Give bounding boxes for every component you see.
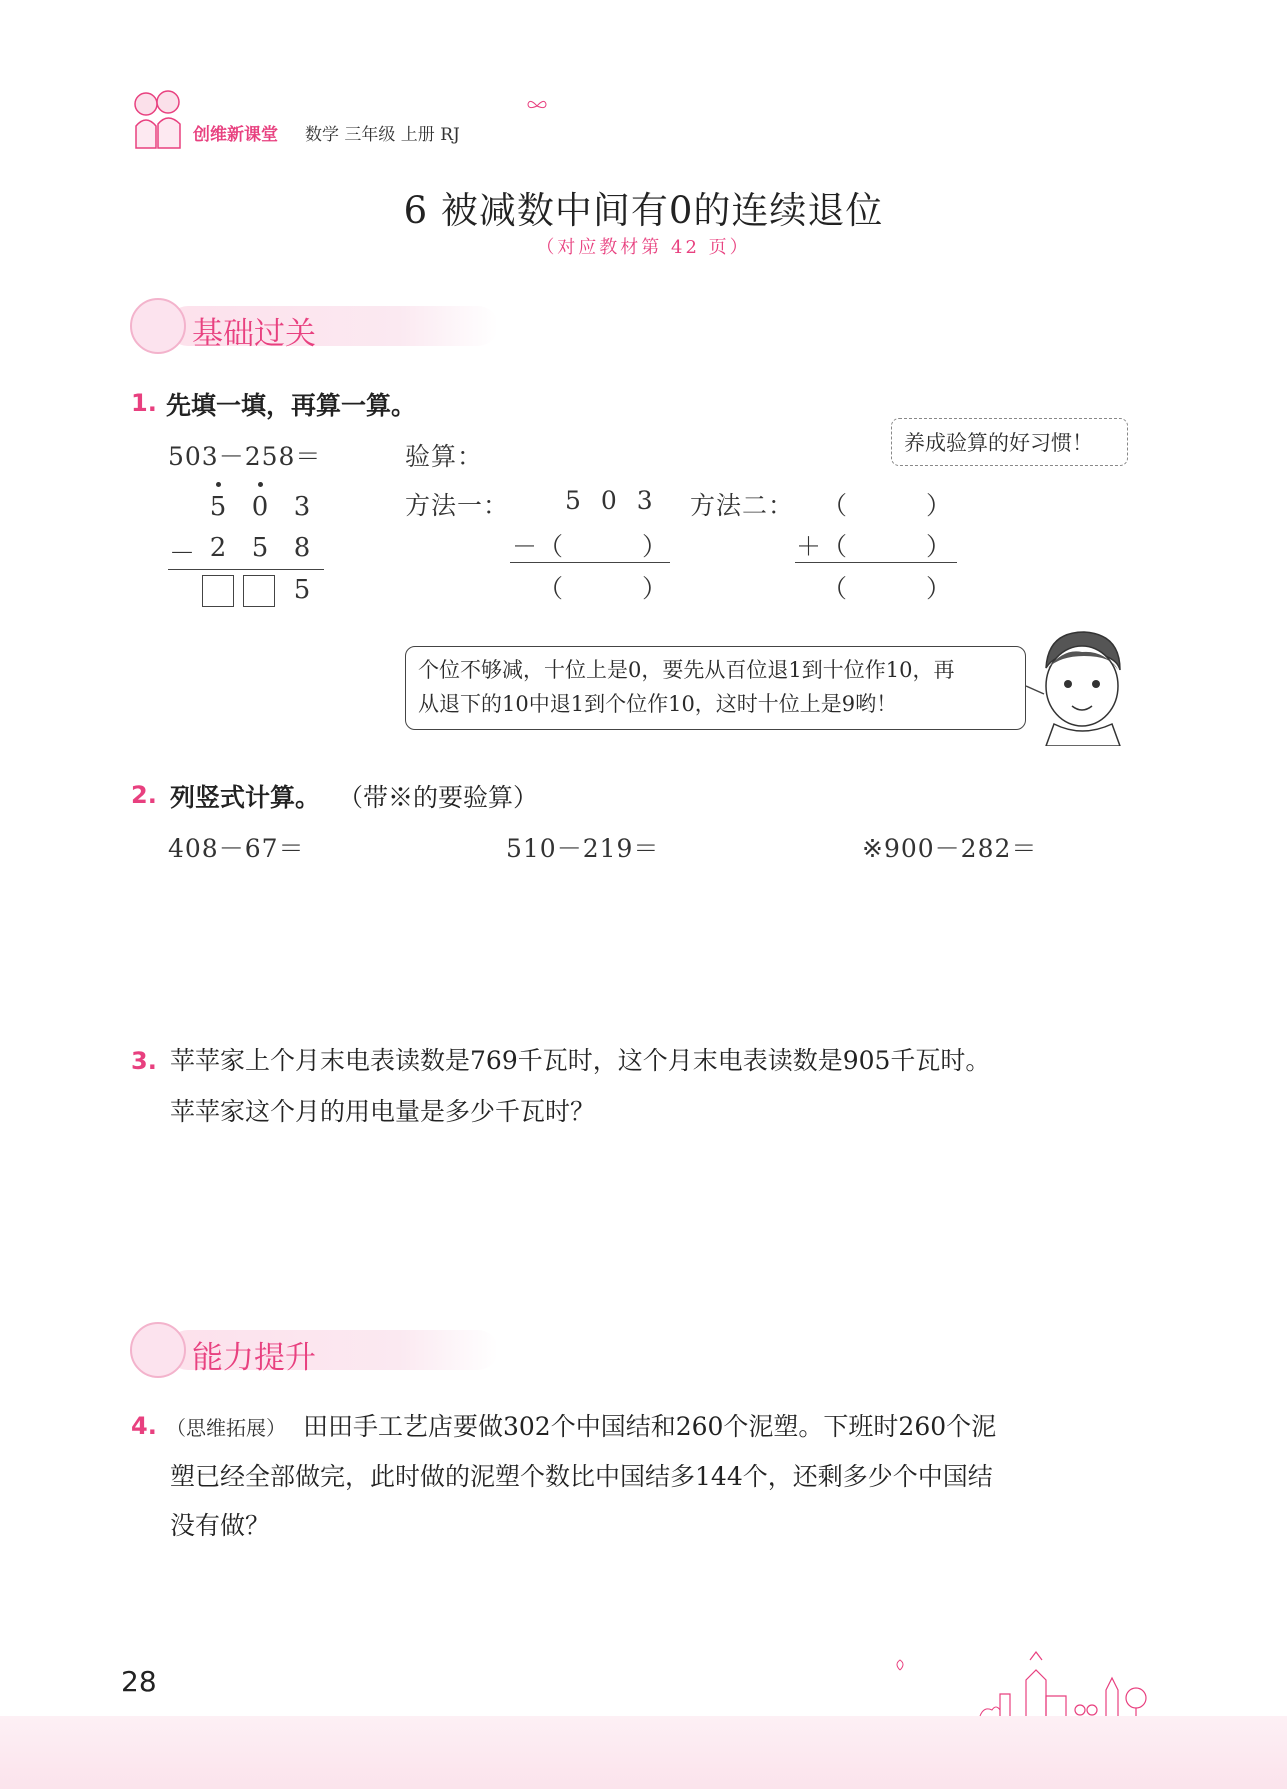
method1-operation-row[interactable]: －（ ） [512,532,669,561]
question-prompt: 列竖式计算。 [170,783,321,812]
problem: 510－219＝ [506,834,660,863]
borrow-dot [258,482,263,487]
brand-name: 创维新课堂 [193,125,278,145]
result-digit: 5 [293,575,311,605]
question-text: 没有做？ [170,1511,271,1540]
question-tag: （思维拓展） [166,1416,286,1440]
page-number: 28 [121,1665,157,1698]
minuend-digit: 0 [251,492,269,522]
problem: ※900－282＝ [862,834,1038,863]
method1-line [510,562,670,563]
mascot-icon [130,298,186,354]
question-number: 3. [131,1047,157,1075]
check-label: 验算： [405,442,484,471]
subject-info: 数学 三年级 上册 RJ [305,125,460,145]
subtrahend-digit: 5 [251,533,269,563]
castle-illustration [880,1650,1170,1720]
question-text: 苹苹家上个月末电表读数是769千瓦时，这个月末电表读数是905千瓦时。 [170,1046,991,1075]
tip-note: 养成验算的好习惯！ [891,418,1128,466]
question-number: 2. [131,781,157,809]
hint-line: 个位不够减，十位上是0，要先从百位退1到十位作10，再 [418,658,955,682]
question-number: 4. [131,1412,157,1440]
section-label: 基础过关 [192,316,316,352]
method1-top: 5 0 3 [565,486,659,515]
method2-line [795,562,957,563]
butterfly-icon [526,98,548,114]
lesson-reference: （对应教材第 42 页） [536,237,751,258]
method1-result-row[interactable]: （ ） [538,574,669,603]
method2-result-row[interactable]: （ ） [822,574,953,603]
kids-logo-illustration [128,86,188,156]
question-text: 田田手工艺店要做302个中国结和260个泥塑。下班时260个泥 [303,1412,997,1441]
equation: 503－258＝ [168,442,322,471]
boy-character-illustration [1024,628,1134,746]
question-number: 1. [131,389,157,417]
minuend-digit: 3 [293,492,311,522]
section-badge-basic [130,298,510,354]
subtrahend-digit: 2 [209,533,227,563]
lesson-title: 6 被减数中间有0的连续退位 [403,189,884,232]
mascot-icon [130,1322,186,1378]
question-note: （带※的要验算） [338,783,539,812]
method2-top-row[interactable]: （ ） [822,491,953,520]
borrow-dot [216,482,221,487]
method1-label: 方法一： [405,491,510,520]
question-prompt: 先填一填，再算一算。 [166,391,417,420]
subtrahend-digit: 8 [293,533,311,563]
section-badge-advanced [130,1322,510,1378]
hint-bubble [405,646,1026,730]
question-text: 苹苹家这个月的用电量是多少千瓦时？ [170,1097,596,1126]
sum-line [168,569,324,570]
hint-line: 从退下的10中退1到个位作10，这时十位上是9哟！ [418,692,898,716]
answer-box-tens[interactable] [243,575,275,607]
problem: 408－67＝ [168,834,305,863]
method2-operation-row[interactable]: ＋（ ） [796,532,953,561]
minus-sign: － [168,539,195,569]
minuend-digit: 5 [209,492,227,522]
answer-box-hundreds[interactable] [202,575,234,607]
section-label: 能力提升 [192,1340,316,1376]
footer-band [0,1716,1287,1789]
method2-label: 方法二： [690,491,795,520]
question-text: 塑已经全部做完，此时做的泥塑个数比中国结多144个，还剩多少个中国结 [170,1462,993,1491]
